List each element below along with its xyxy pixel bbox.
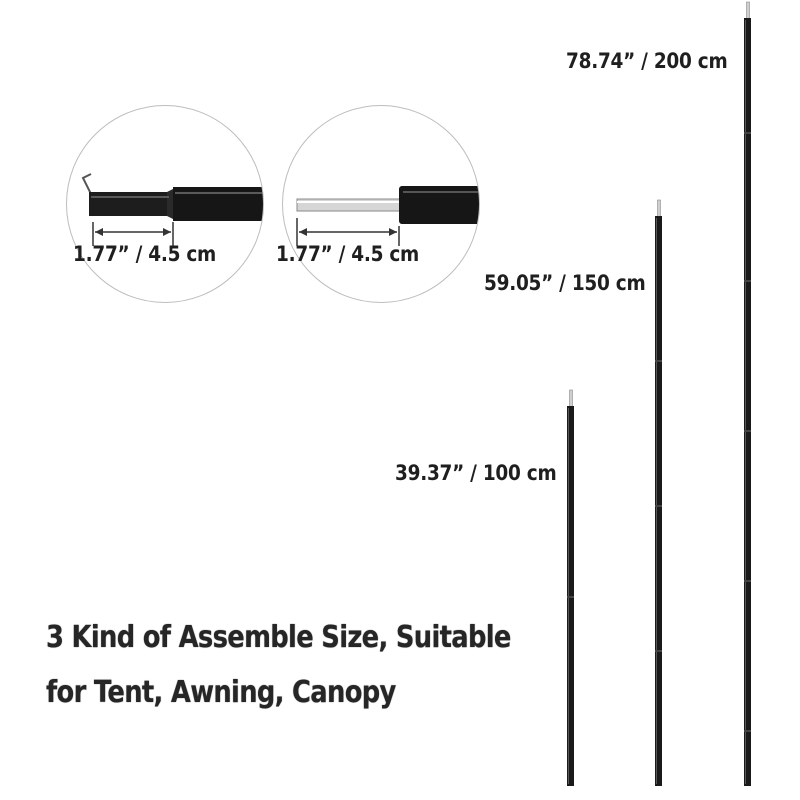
pole-100cm — [567, 390, 574, 786]
pole-150cm — [655, 200, 662, 786]
detail-left-measurement: 1.77” / 4.5 cm — [73, 242, 217, 266]
pole-label-200cm: 78.74” / 200 cm — [566, 49, 728, 73]
pole-200cm — [744, 2, 751, 786]
pole-label-100cm: 39.37” / 100 cm — [395, 461, 557, 485]
headline-line-2: for Tent, Awning, Canopy — [46, 675, 396, 710]
pole-label-150cm: 59.05” / 150 cm — [484, 271, 646, 295]
detail-right-measurement: 1.77” / 4.5 cm — [276, 242, 420, 266]
headline-line-1: 3 Kind of Assemble Size, Suitable — [46, 620, 511, 655]
